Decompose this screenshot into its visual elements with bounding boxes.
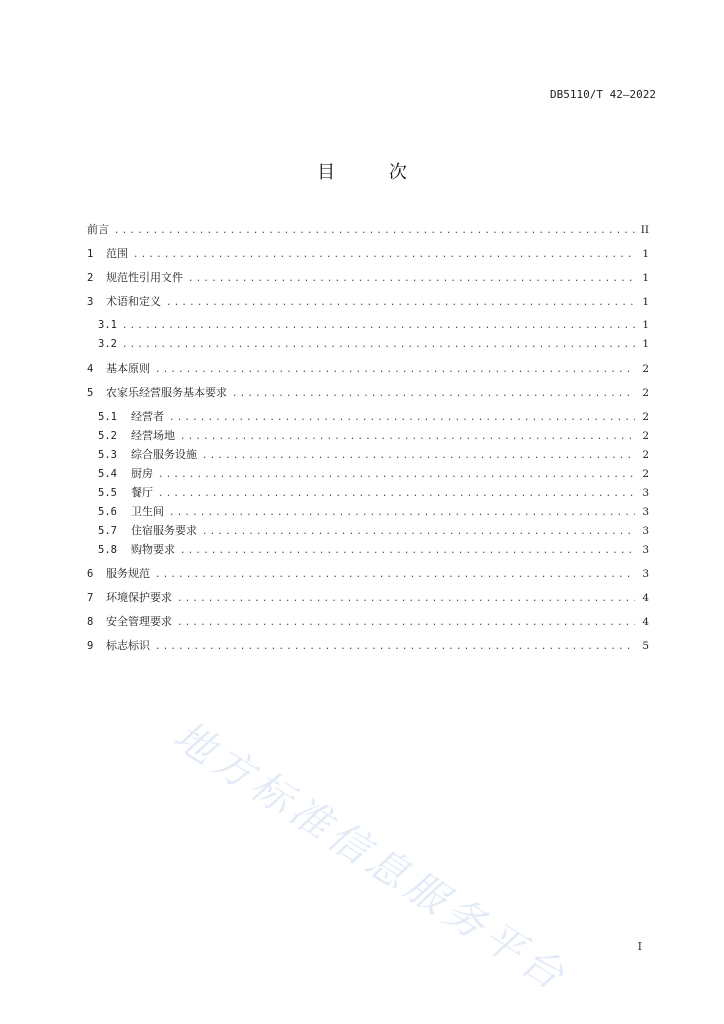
toc-entry-label: 安全管理要求 [106, 615, 172, 628]
toc-entry[interactable] [87, 521, 649, 540]
toc-entry-page: 3 [642, 568, 649, 580]
toc-entry-page: 2 [642, 468, 649, 480]
toc-entry-page: II [640, 224, 649, 236]
toc-entry-label: 环境保护要求 [106, 591, 172, 604]
toc-entry-page: 1 [642, 319, 649, 331]
toc-entry-page: 2 [642, 449, 649, 461]
toc-entry[interactable] [87, 502, 649, 521]
toc-entry-page: 2 [642, 387, 649, 399]
toc-entry-number: 5.8 [98, 544, 117, 556]
toc-entry-number: 5.6 [98, 506, 117, 518]
toc-entry-page: 3 [642, 487, 649, 499]
toc-dot-leader [153, 638, 635, 657]
toc-entry[interactable] [87, 292, 649, 311]
toc-entry[interactable] [87, 483, 649, 502]
toc-dot-leader [186, 270, 635, 289]
toc-entry-label: 基本原则 [106, 362, 150, 375]
document-code: DB5110/T 42—2022 [550, 88, 656, 101]
toc-entry-number: 5.4 [98, 468, 117, 480]
toc-dot-leader [153, 361, 635, 380]
toc-dot-leader [230, 385, 635, 404]
watermark: 地方标准信息服务平台 [165, 712, 576, 1002]
toc-entry-number: 2 [87, 272, 94, 284]
toc-entry-page: 1 [642, 338, 649, 350]
toc-dot-leader [120, 336, 635, 355]
toc-entry-label: 术语和定义 [106, 295, 161, 308]
toc-entry[interactable] [87, 383, 649, 402]
toc-dot-leader [156, 466, 635, 485]
toc-dot-leader [178, 542, 635, 561]
toc-entry-number: 5.5 [98, 487, 117, 499]
toc-entry-number: 5.1 [98, 411, 117, 423]
toc-entry-label: 餐厅 [131, 486, 153, 499]
toc-entry-page: 4 [642, 616, 649, 628]
toc-entry-label: 卫生间 [131, 505, 164, 518]
toc-entry-label: 前言 [87, 223, 109, 236]
toc-dot-leader [156, 485, 635, 504]
toc-entry-page: 4 [642, 592, 649, 604]
toc-entry-label: 购物要求 [131, 543, 175, 556]
toc-entry-label: 厨房 [131, 467, 153, 480]
toc-entry-label: 住宿服务要求 [131, 524, 197, 537]
toc-dot-leader [131, 246, 635, 265]
toc-dot-leader [200, 523, 635, 542]
toc-entry-number: 7 [87, 592, 94, 604]
toc-entry-label: 标志标识 [106, 639, 150, 652]
toc-dot-leader [167, 504, 635, 523]
toc-entry-label: 农家乐经营服务基本要求 [106, 386, 227, 399]
page-title: 目 次 [317, 162, 431, 183]
toc-entry-number: 1 [87, 248, 94, 260]
toc-entry[interactable] [87, 244, 649, 263]
toc-entry[interactable] [87, 445, 649, 464]
toc-entry-number: 3 [87, 296, 94, 308]
toc-entry-number: 3.2 [98, 338, 117, 350]
toc-dot-leader [178, 428, 635, 447]
toc-entry[interactable] [87, 464, 649, 483]
toc-dot-leader [200, 447, 635, 466]
toc-entry-number: 5.2 [98, 430, 117, 442]
toc-entry[interactable] [87, 407, 649, 426]
toc-entry-label: 服务规范 [106, 567, 150, 580]
toc-dot-leader [164, 294, 635, 313]
toc-entry-page: 2 [642, 430, 649, 442]
toc-entry[interactable] [87, 426, 649, 445]
table-of-contents [87, 220, 649, 655]
toc-dot-leader [120, 317, 635, 336]
toc-entry[interactable] [87, 359, 649, 378]
toc-entry[interactable] [87, 612, 649, 631]
toc-entry-number: 5.3 [98, 449, 117, 461]
toc-dot-leader [112, 222, 635, 241]
toc-entry[interactable] [87, 540, 649, 559]
toc-entry[interactable] [87, 588, 649, 607]
toc-entry-label: 综合服务设施 [131, 448, 197, 461]
page-number: I [637, 940, 642, 953]
toc-dot-leader [175, 590, 635, 609]
toc-dot-leader [175, 614, 635, 633]
toc-entry-number: 4 [87, 363, 94, 375]
toc-entry-page: 3 [642, 506, 649, 518]
toc-dot-leader [167, 409, 635, 428]
toc-entry-label: 经营者 [131, 410, 164, 423]
toc-entry-number: 9 [87, 640, 94, 652]
toc-entry-page: 3 [642, 544, 649, 556]
toc-entry-page: 2 [642, 411, 649, 423]
toc-entry-page: 3 [642, 525, 649, 537]
toc-entry-page: 1 [642, 296, 649, 308]
toc-entry[interactable] [87, 564, 649, 583]
toc-entry-number: 5.7 [98, 525, 117, 537]
toc-entry-label: 范围 [106, 247, 128, 260]
toc-entry-page: 5 [642, 640, 649, 652]
toc-entry[interactable] [87, 636, 649, 655]
toc-dot-leader [153, 566, 635, 585]
toc-entry-number: 3.1 [98, 319, 117, 331]
toc-entry-number: 5 [87, 387, 94, 399]
toc-entry[interactable] [87, 220, 649, 239]
toc-entry-page: 2 [642, 363, 649, 375]
toc-entry-page: 1 [642, 272, 649, 284]
toc-entry[interactable] [87, 268, 649, 287]
toc-entry-label: 规范性引用文件 [106, 271, 183, 284]
toc-entry-number: 8 [87, 616, 94, 628]
toc-entry[interactable] [87, 316, 649, 335]
toc-entry-number: 6 [87, 568, 94, 580]
toc-entry-label: 经营场地 [131, 429, 175, 442]
toc-entry[interactable] [87, 335, 649, 354]
toc-entry-page: 1 [642, 248, 649, 260]
